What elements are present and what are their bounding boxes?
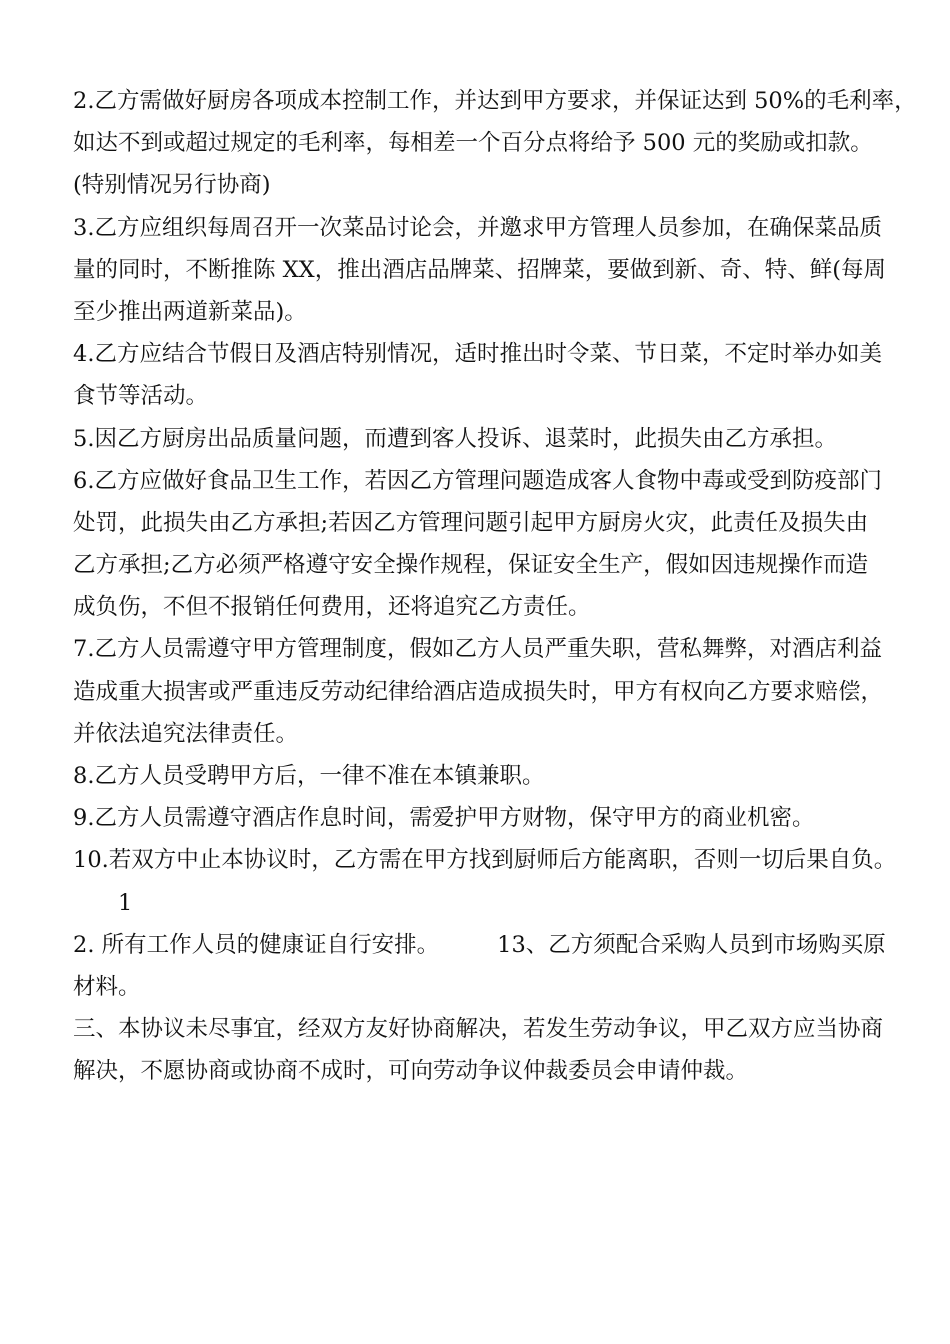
text-line: 量的同时，不断推陈 XX，推出酒店品牌菜、招牌菜，要做到新、奇、特、鲜(每周	[73, 256, 886, 283]
text-line: 7.乙方人员需遵守甲方管理制度，假如乙方人员严重失职，营私舞弊，对酒店利益	[73, 636, 882, 663]
clause-7	[73, 628, 883, 755]
text-line: 4.乙方应结合节假日及酒店特别情况，适时推出时令菜、节日菜，不定时举办如美	[73, 341, 882, 368]
clause-4	[73, 333, 883, 417]
text-line: 并依法追究法律责任。	[73, 720, 299, 747]
text-line: 6.乙方应做好食品卫生工作，若因乙方管理问题造成客人食物中毒或受到防疫部门	[73, 467, 882, 494]
page-number	[73, 882, 883, 924]
clause-2	[73, 80, 917, 207]
clause-8	[73, 755, 883, 797]
clause-9	[73, 797, 883, 839]
text-line: 8.乙方人员受聘甲方后，一律不准在本镇兼职。	[73, 763, 545, 789]
text-line: 成负伤，不但不报销任何费用，还将追究乙方责任。	[73, 594, 591, 621]
text-line: 至少推出两道新菜品)。	[73, 298, 307, 325]
page-number-text: 1	[118, 889, 133, 916]
clause-10	[73, 839, 897, 881]
text-line: 造成重大损害或严重违反劳动纪律给酒店造成损失时，甲方有权向乙方要求赔偿，	[73, 678, 884, 705]
clause-3	[73, 207, 886, 334]
text-line: 如达不到或超过规定的毛利率，每相差一个百分点将给予 500 元的奖励或扣款。	[73, 130, 873, 157]
text-line: 10.若双方中止本协议时，乙方需在甲方找到厨师后方能离职，否则一切后果自负。	[73, 847, 897, 874]
text-line: 处罚，此损失由乙方承担;若因乙方管理问题引起甲方厨房火灾，此责任及损失由	[73, 509, 869, 536]
text-line: 材料。	[73, 973, 141, 1000]
text-line	[73, 924, 886, 966]
text-line: 5.因乙方厨房出品质量问题，而遭到客人投诉、退菜时，此损失由乙方承担。	[73, 425, 837, 452]
text-line: 9.乙方人员需遵守酒店作息时间，需爱护甲方财物，保守甲方的商业机密。	[73, 805, 815, 832]
text-line: 3.乙方应组织每周召开一次菜品讨论会，并邀求甲方管理人员参加，在确保菜品质	[73, 214, 882, 241]
clause-12-13	[73, 924, 886, 1008]
text-line: 2.乙方需做好厨房各项成本控制工作，并达到甲方要求，并保证达到 50%的毛利率，	[73, 88, 917, 114]
text-line: 乙方承担;乙方必须严格遵守安全操作规程，保证安全生产，假如因违规操作而造	[73, 552, 869, 579]
text-line: 三、本协议未尽事宜，经双方友好协商解决，若发生劳动争议，甲乙双方应当协商	[73, 1016, 884, 1043]
clause-6	[73, 460, 883, 629]
document-page	[73, 80, 917, 1093]
clause-13-text: 13、乙方须配合采购人员到市场购买原	[497, 931, 886, 958]
clause-5	[73, 418, 883, 460]
text-line: 解决，不愿协商或协商不成时，可向劳动争议仲裁委员会申请仲裁。	[73, 1058, 749, 1085]
section-3	[73, 1008, 883, 1092]
text-line: 食节等活动。	[73, 383, 209, 410]
text-line: (特别情况另行协商)	[73, 172, 271, 199]
clause-12-text: 2. 所有工作人员的健康证自行安排。	[73, 931, 440, 958]
